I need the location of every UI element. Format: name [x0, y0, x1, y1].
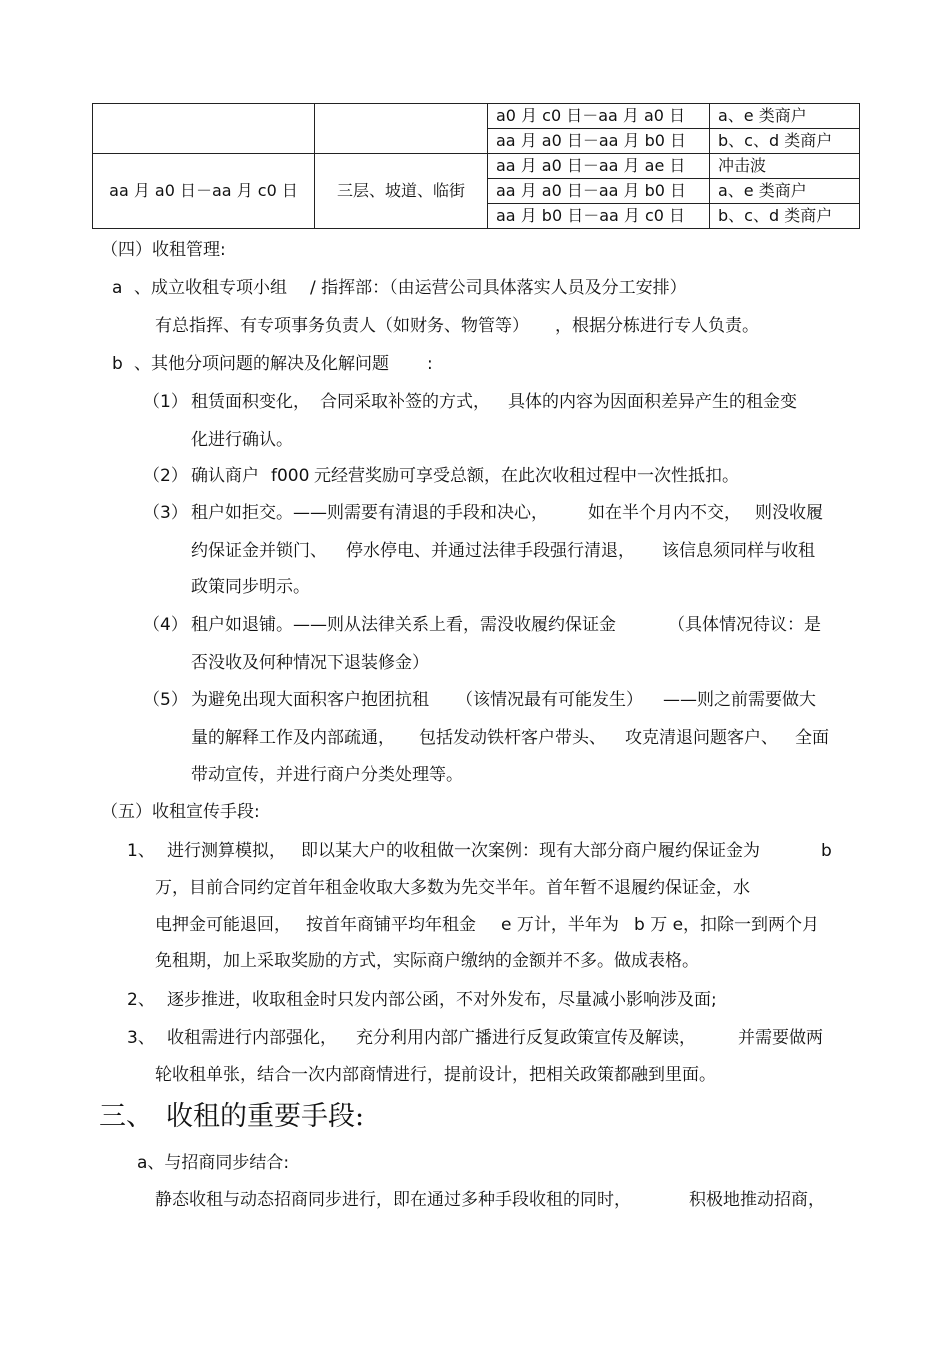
line-seg: （具体情况待议：是 [668, 615, 821, 635]
item-text: / 指挥部：（由运营公司具体落实人员及分工安排） [310, 278, 687, 298]
line-seg: 包括发动铁杆客户带头、 [419, 728, 606, 748]
line-seg: 则没收履 [755, 503, 823, 523]
line-seg: 租赁面积变化， [191, 392, 310, 412]
line-seg: 电押金可能退回， [155, 915, 291, 935]
line-seg: 进行测算模拟， [167, 841, 286, 861]
table-cell-type: 冲击波 [710, 154, 860, 179]
line-seg: ——则之前需要做大 [663, 690, 816, 710]
section-5-heading: （五）收租宣传手段: [101, 802, 260, 822]
line-seg: 积极地推动招商， [689, 1190, 825, 1210]
item-number: 1、 [127, 841, 155, 861]
line-seg: 租户如拒交。——则需要有清退的手段和决心， [191, 503, 548, 523]
line-seg: 停水停电、并通过法律手段强行清退， [346, 541, 635, 561]
line-seg: 为避免出现大面积客户抱团抗租 [191, 690, 429, 710]
item-text: : [427, 354, 433, 374]
item-number: （4） [143, 615, 188, 635]
item-label: b [112, 354, 123, 374]
s4-subitem-5-line3: 带动宣传，并进行商户分类处理等。 [191, 765, 463, 785]
s3-item-a: a、与招商同步结合: [137, 1153, 290, 1173]
item-number: （2） [143, 466, 188, 486]
line-seg: e 万计，半年为 [501, 915, 619, 935]
line-seg: 合同采取补签的方式， [320, 392, 490, 412]
table-cell-period: aa 月 a0 日－aa 月 ae 日 [488, 154, 710, 179]
item-number: （1） [143, 392, 188, 412]
item-number: 3、 [127, 1028, 155, 1048]
item-text: 、成立收租专项小组 [134, 278, 287, 298]
line-seg: 收租需进行内部强化， [167, 1028, 337, 1048]
table-cell-empty [315, 104, 488, 154]
item-number: 2、 [127, 990, 155, 1010]
line-seg: 该信息须同样与收租 [662, 541, 815, 561]
line-seg: 静态收租与动态招商同步进行，即在通过多种手段收租的同时， [155, 1190, 631, 1210]
line-seg: ，根据分栋进行专人负责。 [555, 316, 759, 336]
table-cell-period: aa 月 b0 日－aa 月 c0 日 [488, 204, 710, 229]
s5-item-1-line4: 免租期，加上采取奖励的方式，实际商户缴纳的金额并不多。做成表格。 [155, 951, 699, 971]
s4-subitem-3-line3: 政策同步明示。 [191, 577, 310, 597]
line-seg: 按首年商铺平均年租金 [306, 915, 476, 935]
s4-subitem-4-line2: 否没收及何种情况下退装修金） [191, 653, 429, 673]
table-cell-period: aa 月 a0 日－aa 月 b0 日 [488, 129, 710, 154]
line-seg: 攻克清退问题客户、 [625, 728, 778, 748]
line-seg: 即以某大户的收租做一次案例：现有大部分商户履约保证金为 [301, 841, 760, 861]
heading-text: 收租的重要手段: [166, 1101, 365, 1132]
line-seg: 确认商户 [191, 466, 259, 486]
table-row [93, 104, 860, 129]
s5-item-1-line2: 万，目前合同约定首年租金收取大多数为先交半年。首年暂不退履约保证金，水 [155, 878, 750, 898]
heading-number: 三、 [99, 1101, 153, 1132]
item-number: （5） [143, 690, 188, 710]
line-seg: 并需要做两 [738, 1028, 823, 1048]
table-cell-period: a0 月 c0 日－aa 月 a0 日 [488, 104, 710, 129]
table-cell-period: aa 月 a0 日－aa 月 b0 日 [488, 179, 710, 204]
line-seg: 量的解释工作及内部疏通， [191, 728, 395, 748]
item-label: a [112, 278, 123, 298]
line-seg: （该情况最有可能发生） [456, 690, 643, 710]
line-seg: b 万 e，扣除一到两个月 [634, 915, 820, 935]
line-seg: 充分利用内部广播进行反复政策宣传及解读， [356, 1028, 696, 1048]
line-seg: 全面 [795, 728, 829, 748]
table-cell-group-period: aa 月 a0 日－aa 月 c0 日 [93, 154, 315, 229]
line-seg: 如在半个月内不交， [588, 503, 741, 523]
table-cell-type: b、c、d 类商户 [710, 129, 860, 154]
line-seg: 租户如退铺。——则从法律关系上看，需没收履约保证金 [191, 615, 616, 635]
table-cell-type: a、e 类商户 [710, 179, 860, 204]
schedule-table [92, 103, 860, 229]
line-seg: 有总指挥、有专项事务负责人（如财务、物管等） [155, 316, 529, 336]
table-cell-group-area: 三层、坡道、临街 [315, 154, 488, 229]
s4-subitem-1-line2: 化进行确认。 [191, 430, 293, 450]
line-seg: 具体的内容为因面积差异产生的租金变 [508, 392, 797, 412]
table-cell-empty [93, 104, 315, 154]
item-number: （3） [143, 503, 188, 523]
section-3-heading [99, 1101, 499, 1135]
item-text: 、其他分项问题的解决及化解问题 [134, 354, 389, 374]
line-seg: b [821, 841, 832, 861]
line-seg: 约保证金并锁门、 [191, 541, 327, 561]
table-cell-type: a、e 类商户 [710, 104, 860, 129]
section-4-heading: （四）收租管理: [101, 240, 226, 260]
line-seg: f000 [271, 466, 310, 486]
line-seg: 逐步推进，收取租金时只发内部公函，不对外发布，尽量减小影响涉及面; [167, 990, 717, 1010]
line-seg: 元经营奖励可享受总额，在此次收租过程中一次性抵扣。 [314, 466, 739, 486]
s5-item-3-line2: 轮收租单张，结合一次内部商情进行，提前设计，把相关政策都融到里面。 [155, 1065, 716, 1085]
table-row [93, 154, 860, 179]
table-cell-type: b、c、d 类商户 [710, 204, 860, 229]
